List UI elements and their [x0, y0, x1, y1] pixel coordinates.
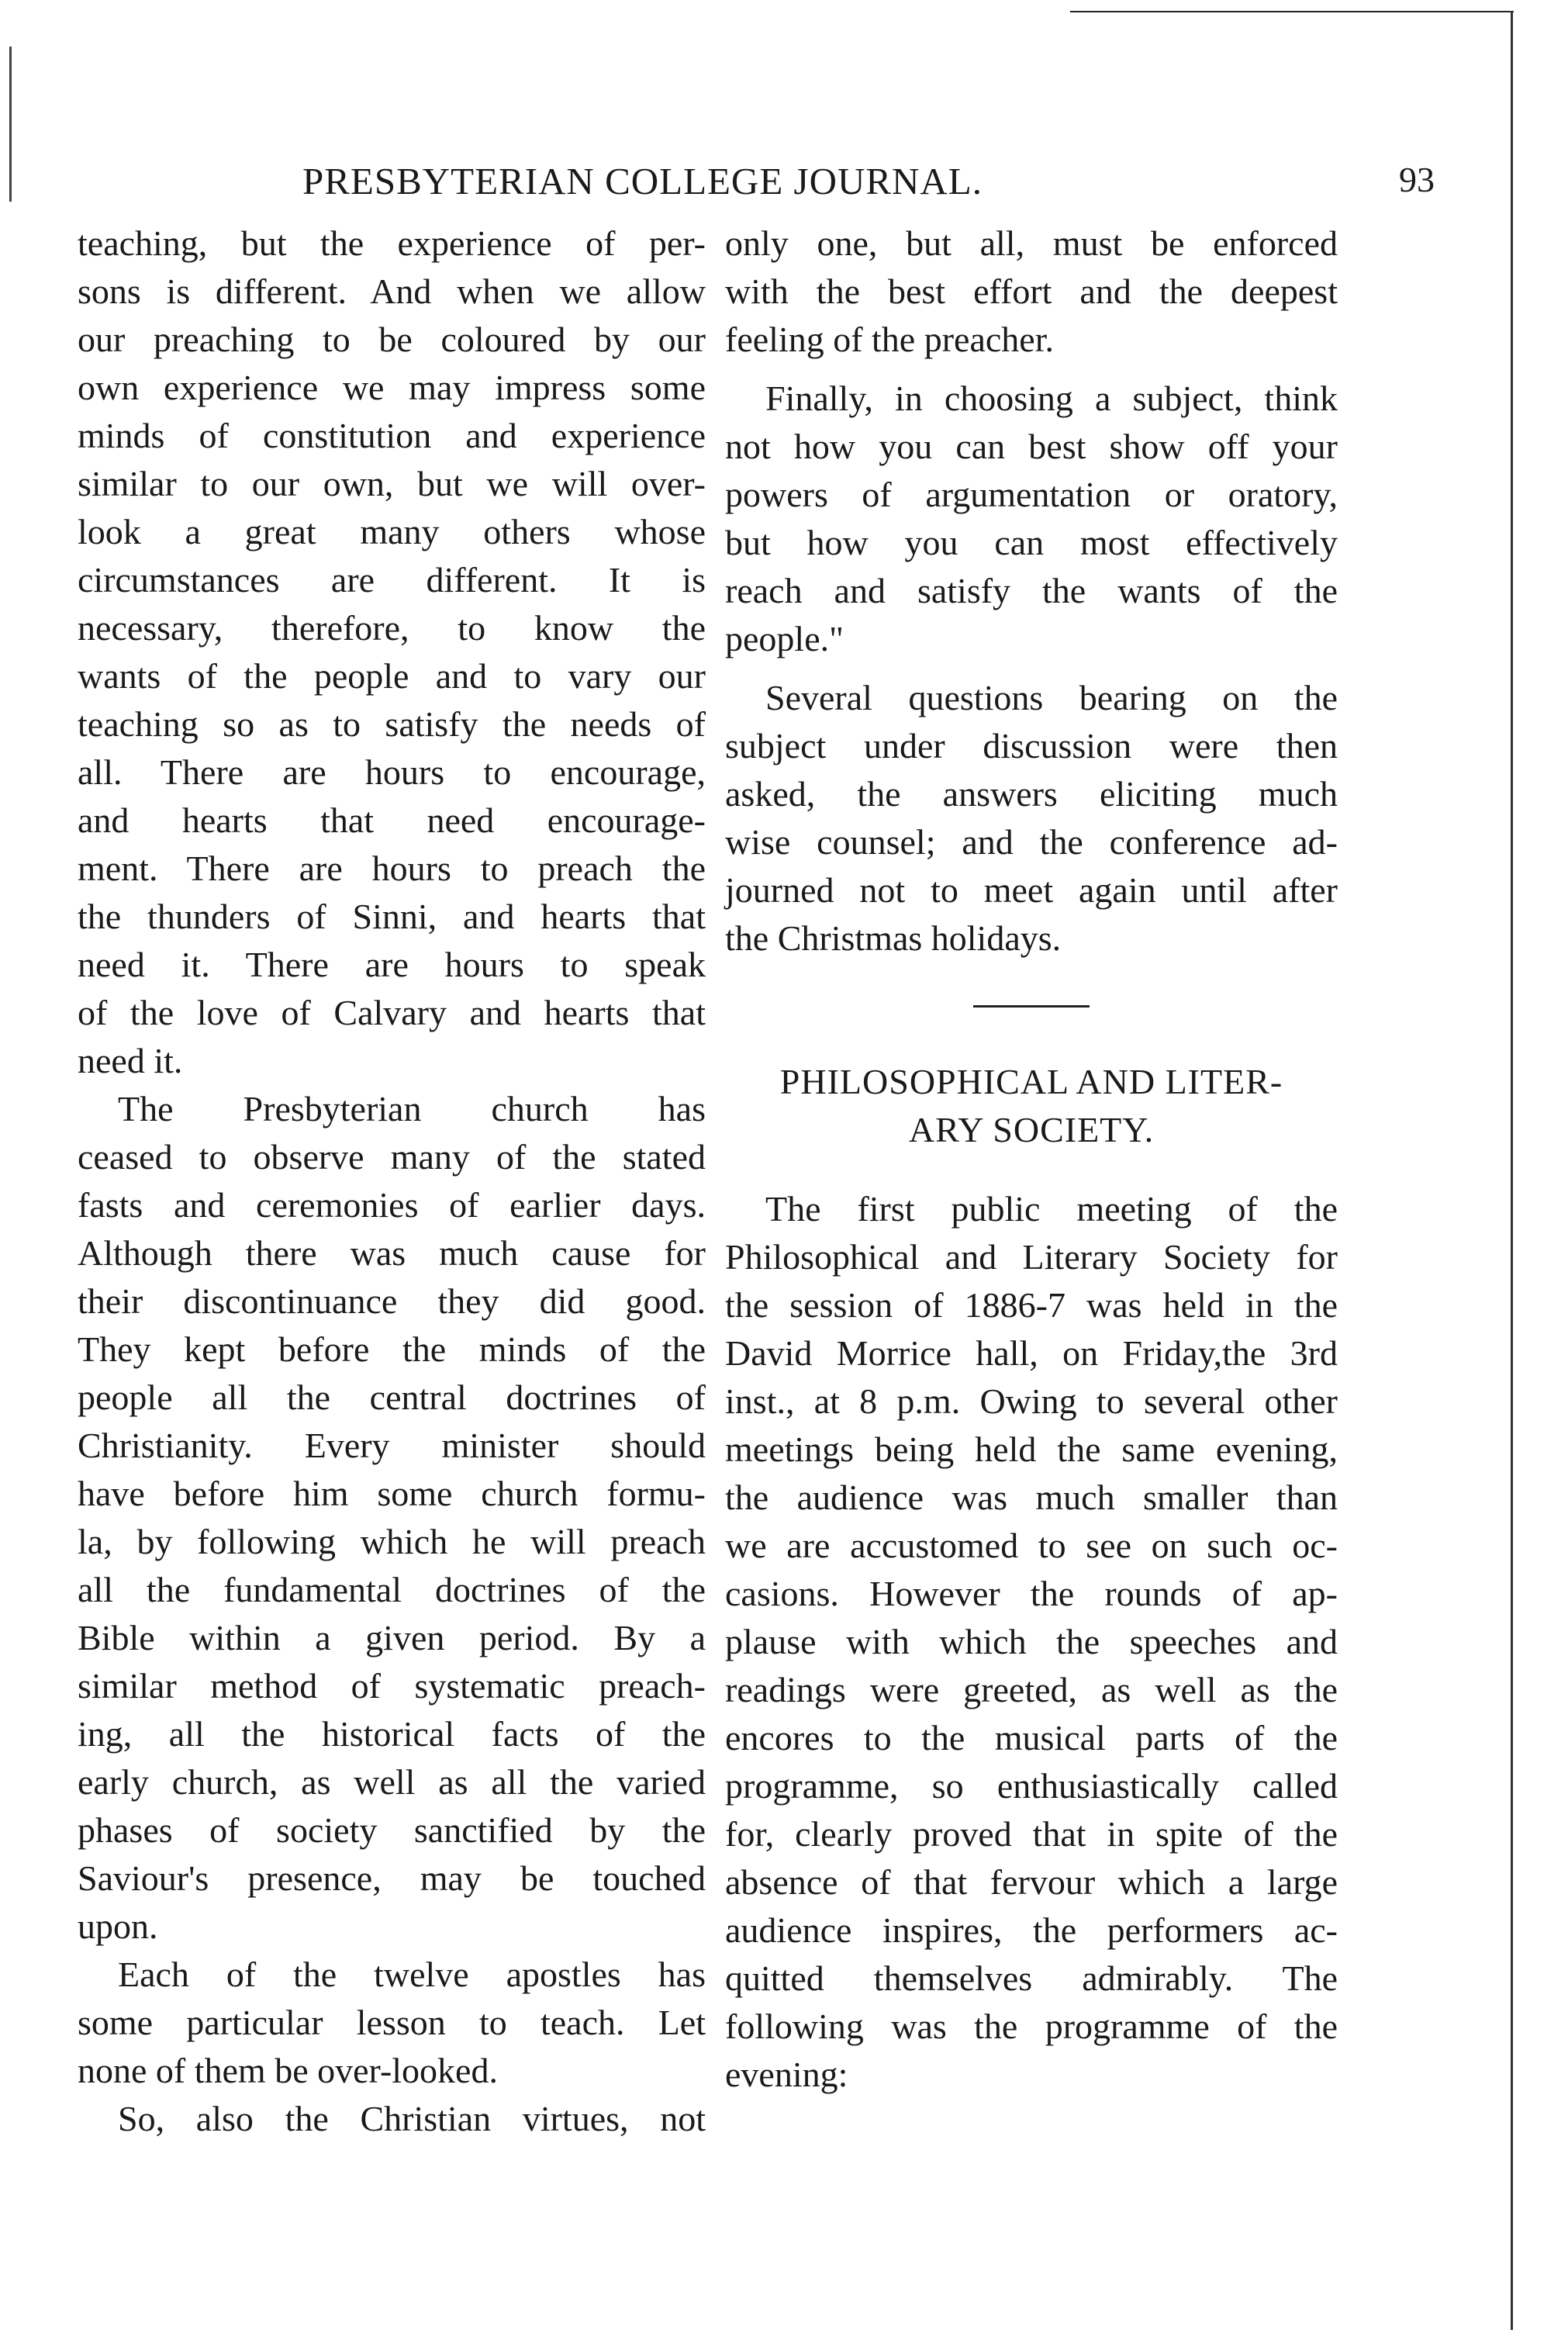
text-line: absence of that fervour which a large	[725, 1862, 1338, 1902]
text-line: casions. However the rounds of ap-	[725, 1574, 1338, 1613]
text-line: Several questions bearing on the	[765, 678, 1338, 717]
text-line: need it.	[78, 1041, 183, 1080]
text-line: powers of argumentation or oratory,	[725, 475, 1338, 514]
text-line: encores to the musical parts of the	[725, 1718, 1338, 1758]
text-line: ing, all the historical facts of the	[78, 1714, 706, 1754]
text-line: sons is different. And when we allow	[78, 271, 706, 311]
text-line: of the love of Calvary and hearts that	[78, 993, 706, 1032]
text-line: all the fundamental doctrines of the	[78, 1570, 706, 1609]
text-line: and hearts that need encourage-	[78, 800, 706, 840]
text-line: evening:	[725, 2055, 848, 2094]
text-line: Although there was much cause for	[78, 1233, 706, 1273]
text-line: Finally, in choosing a subject, think	[765, 378, 1338, 418]
text-line: programme, so enthusiastically called	[725, 1766, 1338, 1806]
text-line: audience inspires, the performers ac-	[725, 1910, 1338, 1950]
top-edge-rule	[1070, 11, 1514, 12]
text-line: look a great many others whose	[78, 512, 706, 551]
text-line: subject under discussion were then	[725, 726, 1338, 766]
text-line: asked, the answers eliciting much	[725, 774, 1338, 814]
text-line: wants of the people and to vary our	[78, 656, 706, 696]
text-line: readings were greeted, as well as the	[725, 1670, 1338, 1709]
text-line: similar to our own, but we will over-	[78, 464, 706, 503]
text-line: teaching so as to satisfy the needs of	[78, 704, 706, 744]
text-line: not how you can best show off your	[725, 427, 1338, 466]
text-line: plause with which the speeches and	[725, 1622, 1338, 1661]
text-line: similar method of systematic preach-	[78, 1666, 706, 1706]
page-header	[302, 159, 1435, 213]
text-line: inst., at 8 p.m. Owing to several other	[725, 1381, 1338, 1421]
text-line: the audience was much smaller than	[725, 1478, 1338, 1517]
text-line: Philosophical and Literary Society for	[725, 1237, 1338, 1277]
text-line: reach and satisfy the wants of the	[725, 571, 1338, 610]
text-line: journed not to meet again until after	[725, 870, 1338, 910]
heading-gap	[725, 1154, 1338, 1185]
text-line: for, clearly proved that in spite of the	[725, 1814, 1338, 1854]
right-edge-rule	[1511, 11, 1513, 2330]
section-heading: PHILOSOPHICAL AND LITER-	[779, 1062, 1283, 1101]
text-line: David Morrice hall, on Friday,the 3rd	[725, 1333, 1338, 1373]
text-line: The first public meeting of the	[765, 1189, 1338, 1229]
text-line: ceased to observe many of the stated	[78, 1137, 706, 1177]
text-line: only one, but all, must be enforced	[725, 223, 1338, 263]
text-line: teaching, but the experience of per-	[78, 223, 706, 263]
section-heading-continued: ARY SOCIETY.	[908, 1110, 1155, 1149]
text-line: Bible within a given period. By a	[78, 1618, 706, 1657]
text-line: following was the programme of the	[725, 2006, 1338, 2046]
text-line: have before him some church formu-	[78, 1474, 706, 1513]
text-line: the session of 1886-7 was held in the	[725, 1285, 1338, 1325]
text-line: phases of society sanctified by the	[78, 1810, 706, 1850]
text-line: So, also the Christian virtues, not	[118, 2099, 706, 2138]
text-line: the thunders of Sinni, and hearts that	[78, 897, 706, 936]
paragraph-gap	[725, 364, 1338, 375]
text-line: quitted themselves admirably. The	[725, 1958, 1338, 1998]
text-line: need it. There are hours to speak	[78, 945, 706, 984]
text-line: fasts and ceremonies of earlier days.	[78, 1185, 706, 1225]
left-edge-rule	[9, 47, 12, 202]
text-line: all. There are hours to encourage,	[78, 752, 706, 792]
text-line: meetings being held the same evening,	[725, 1429, 1338, 1469]
section-divider	[973, 1005, 1090, 1008]
text-line: Saviour's presence, may be touched	[78, 1858, 706, 1898]
text-line: we are accustomed to see on such oc-	[725, 1526, 1338, 1565]
text-line: but how you can most effectively	[725, 523, 1338, 562]
journal-title: PRESBYTERIAN COLLEGE JOURNAL.	[302, 160, 983, 202]
text-line: ment. There are hours to preach the	[78, 849, 706, 888]
paragraph-gap	[725, 663, 1338, 674]
text-line: none of them be over-looked.	[78, 2051, 498, 2090]
text-line: The Presbyterian church has	[118, 1089, 706, 1129]
text-line: circumstances are different. It is	[78, 560, 706, 600]
text-line: They kept before the minds of the	[78, 1329, 706, 1369]
text-line: people."	[725, 619, 844, 658]
text-line: the Christmas holidays.	[725, 918, 1062, 958]
text-line: our preaching to be coloured by our	[78, 320, 706, 359]
text-line: Christianity. Every minister should	[78, 1426, 706, 1465]
text-line: la, by following which he will preach	[78, 1522, 706, 1561]
right-column	[725, 219, 1338, 2099]
text-line: wise counsel; and the conference ad-	[725, 822, 1338, 862]
text-line: feeling of the preacher.	[725, 320, 1054, 359]
text-line: own experience we may impress some	[78, 368, 706, 407]
page-number: 93	[1399, 160, 1435, 199]
text-line: with the best effort and the deepest	[725, 271, 1338, 311]
text-line: necessary, therefore, to know the	[78, 608, 706, 648]
text-line: early church, as well as all the varied	[78, 1762, 706, 1802]
left-column	[78, 219, 706, 2143]
text-line: upon.	[78, 1906, 158, 1946]
text-line: Each of the twelve apostles has	[118, 1955, 706, 1994]
text-line: minds of constitution and experience	[78, 416, 706, 455]
text-line: their discontinuance they did good.	[78, 1281, 706, 1321]
text-line: some particular lesson to teach. Let	[78, 2003, 706, 2042]
text-line: people all the central doctrines of	[78, 1377, 706, 1417]
